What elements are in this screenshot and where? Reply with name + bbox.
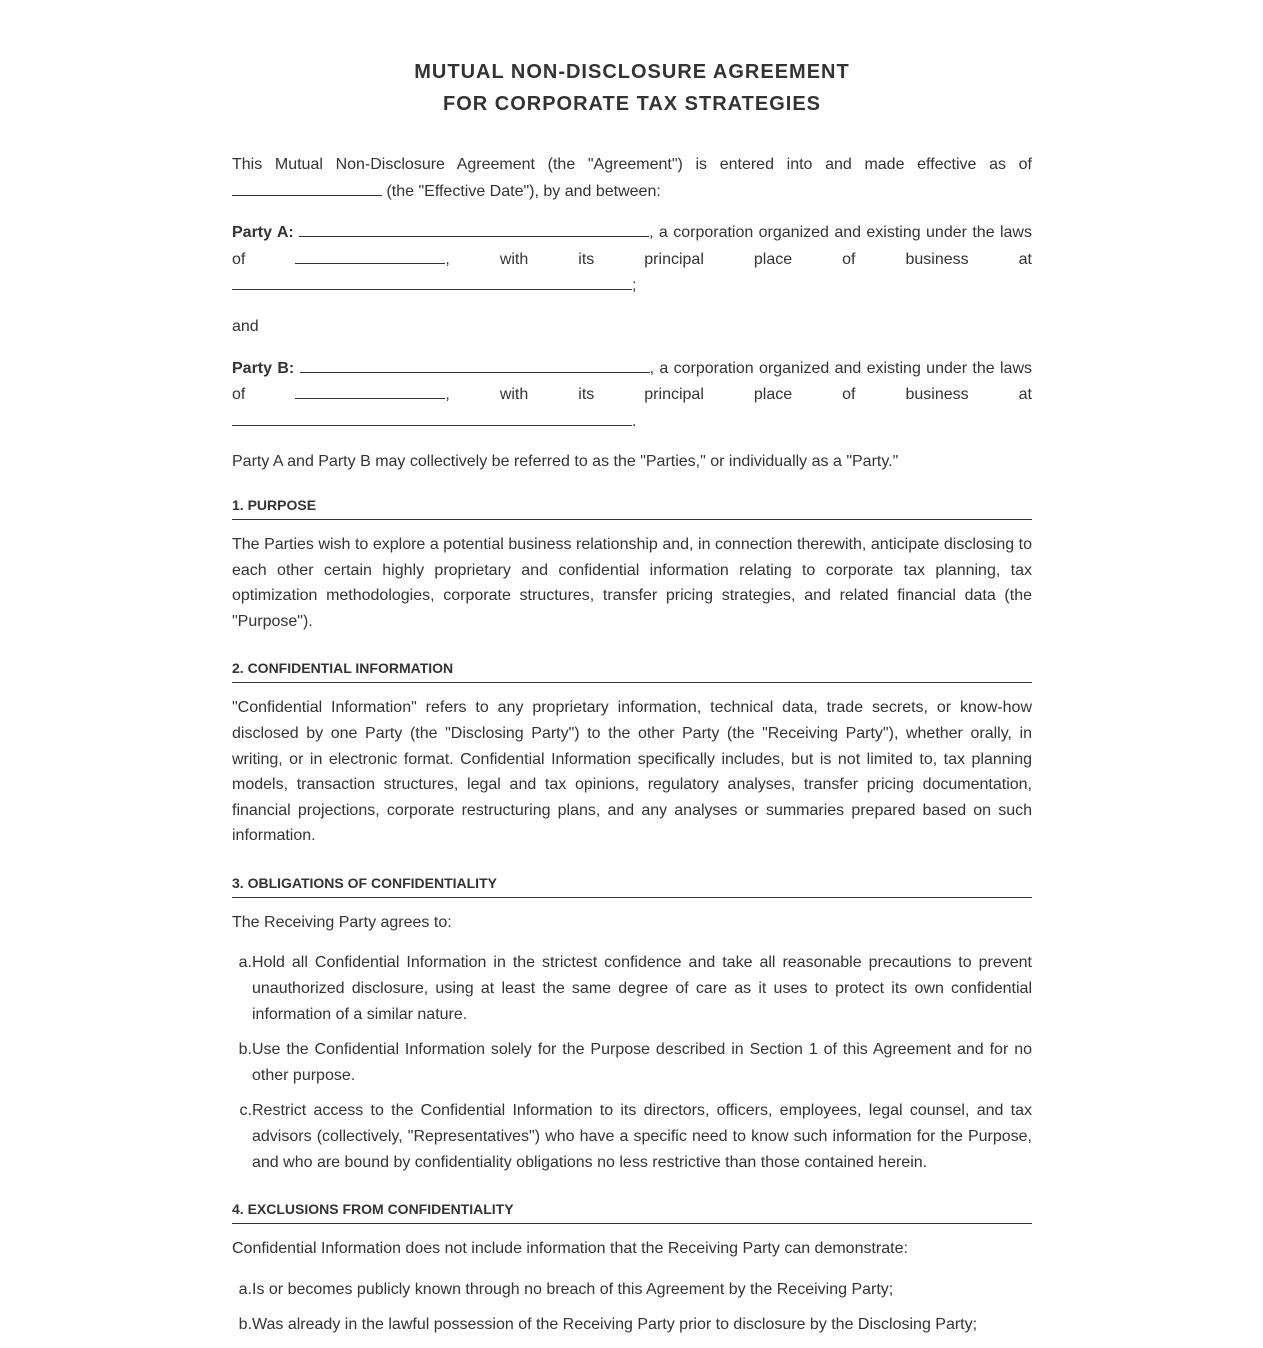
section-heading-obligations: 3. OBLIGATIONS OF CONFIDENTIALITY [232, 873, 1032, 898]
party-b-end: . [632, 412, 637, 430]
intro-text-1: This Mutual Non-Disclosure Agreement (the "Agreement") is entered into and made effective as of [232, 156, 1032, 173]
obligations-list [232, 950, 1032, 1175]
section-heading-confidential-information: 2. CONFIDENTIAL INFORMATION [232, 658, 1032, 683]
intro-text-2: (the "Effective Date"), by and between: [386, 182, 661, 200]
section-body-purpose: The Parties wish to explore a potential business relationship and, in connection therewith, anticipate disclosing to each other certain highly proprietary and confidential information relating to corporate tax planning, tax optimization methodologies, corporate structures, transfer pricing strategies, and related financial data (the "Purpose"). [232, 535, 1032, 630]
party-b-paragraph [232, 355, 1032, 435]
exclusions-list [232, 1277, 1032, 1338]
list-item-text: Use the Confidential Information solely for the Purpose described in Section 1 of this Agreement and for no other purpose. [252, 1041, 1032, 1084]
party-b-name-blank [300, 355, 650, 373]
party-b-label: Party B: [232, 359, 295, 377]
party-a-text-1: , a corporation organized and existing under the laws of [232, 224, 1032, 268]
list-marker: b. [238, 1316, 252, 1334]
list-marker: b. [238, 1041, 252, 1059]
party-a-text-2: , with its principal place of business at [445, 250, 1032, 268]
parties-definition: Party A and Party B may collectively be referred to as the "Parties," or individually as a "Party." [232, 453, 899, 471]
list-item [232, 1277, 1032, 1303]
party-b-address-blank [232, 408, 632, 426]
party-b-jurisdiction-blank [295, 381, 445, 399]
party-b-text-1: , a corporation organized and existing under the laws of [232, 359, 1033, 404]
list-item-text: Was already in the lawful possession of the Receiving Party prior to disclosure by the Disclosing Party; [252, 1316, 978, 1334]
section-heading-purpose: 1. PURPOSE [232, 495, 1032, 520]
list-item [232, 1312, 1032, 1338]
party-b-text-2: , with its principal place of business at [445, 386, 1032, 404]
list-item [232, 1037, 1032, 1088]
party-a-name-blank [299, 219, 649, 237]
list-item [232, 1098, 1032, 1175]
list-marker: c. [239, 1102, 252, 1120]
section-body-obligations: The Receiving Party agrees to: [232, 913, 452, 931]
effective-date-blank [232, 178, 382, 196]
agreement-document [232, 56, 1032, 1348]
section-body-exclusions: Confidential Information does not include information that the Receiving Party can demonstrate: [232, 1240, 908, 1258]
title-line-1: MUTUAL NON-DISCLOSURE AGREEMENT [414, 61, 850, 83]
section-heading-exclusions: 4. EXCLUSIONS FROM CONFIDENTIALITY [232, 1199, 1032, 1224]
list-marker: a. [238, 1280, 252, 1298]
title-line-2: FOR CORPORATE TAX STRATEGIES [442, 93, 821, 115]
document-title [232, 56, 1032, 120]
party-b-block [232, 355, 1032, 435]
party-a-paragraph [232, 219, 1032, 299]
party-a-jurisdiction-blank [295, 246, 445, 264]
list-item-text: Is or becomes publicly known through no breach of this Agreement by the Receiving Party; [252, 1280, 894, 1298]
and-text: and [232, 317, 259, 335]
list-item [232, 950, 1032, 1027]
intro-paragraph [232, 152, 1032, 204]
party-a-end: ; [632, 277, 637, 295]
party-a-block [232, 219, 1032, 299]
list-item-text: Hold all Confidential Information in the strictest confidence and take all reasonable precautions to prevent unauthorized disclosure, using at least the same degree of care as it uses to protect its own confidential information of a similar nature. [252, 954, 1032, 1023]
party-a-address-blank [232, 272, 632, 290]
list-marker: a. [238, 954, 252, 972]
list-item-text: Restrict access to the Confidential Information to its directors, officers, employees, legal counsel, and tax advisors (collectively, "Representatives") who have a specific need to know such information for the Purpose, and who are bound by confidentiality obligations no less restrictive than those contained herein. [252, 1102, 1032, 1171]
party-a-label: Party A: [232, 224, 294, 242]
section-body-confidential-information: "Confidential Information" refers to any proprietary information, technical data, trade secrets, or know-how disclosed by one Party (the "Disclosing Party") to the other Party (the "Receiving Party"), whether orally, in writing, or in electronic format. Confidential Information specifically includes, but is not limited to, tax planning models, transaction structures, legal and tax opinions, regulatory analyses, transfer pricing documentation, financial projections, corporate restructuring plans, and any analyses or summaries prepared based on such information. [232, 699, 1032, 845]
